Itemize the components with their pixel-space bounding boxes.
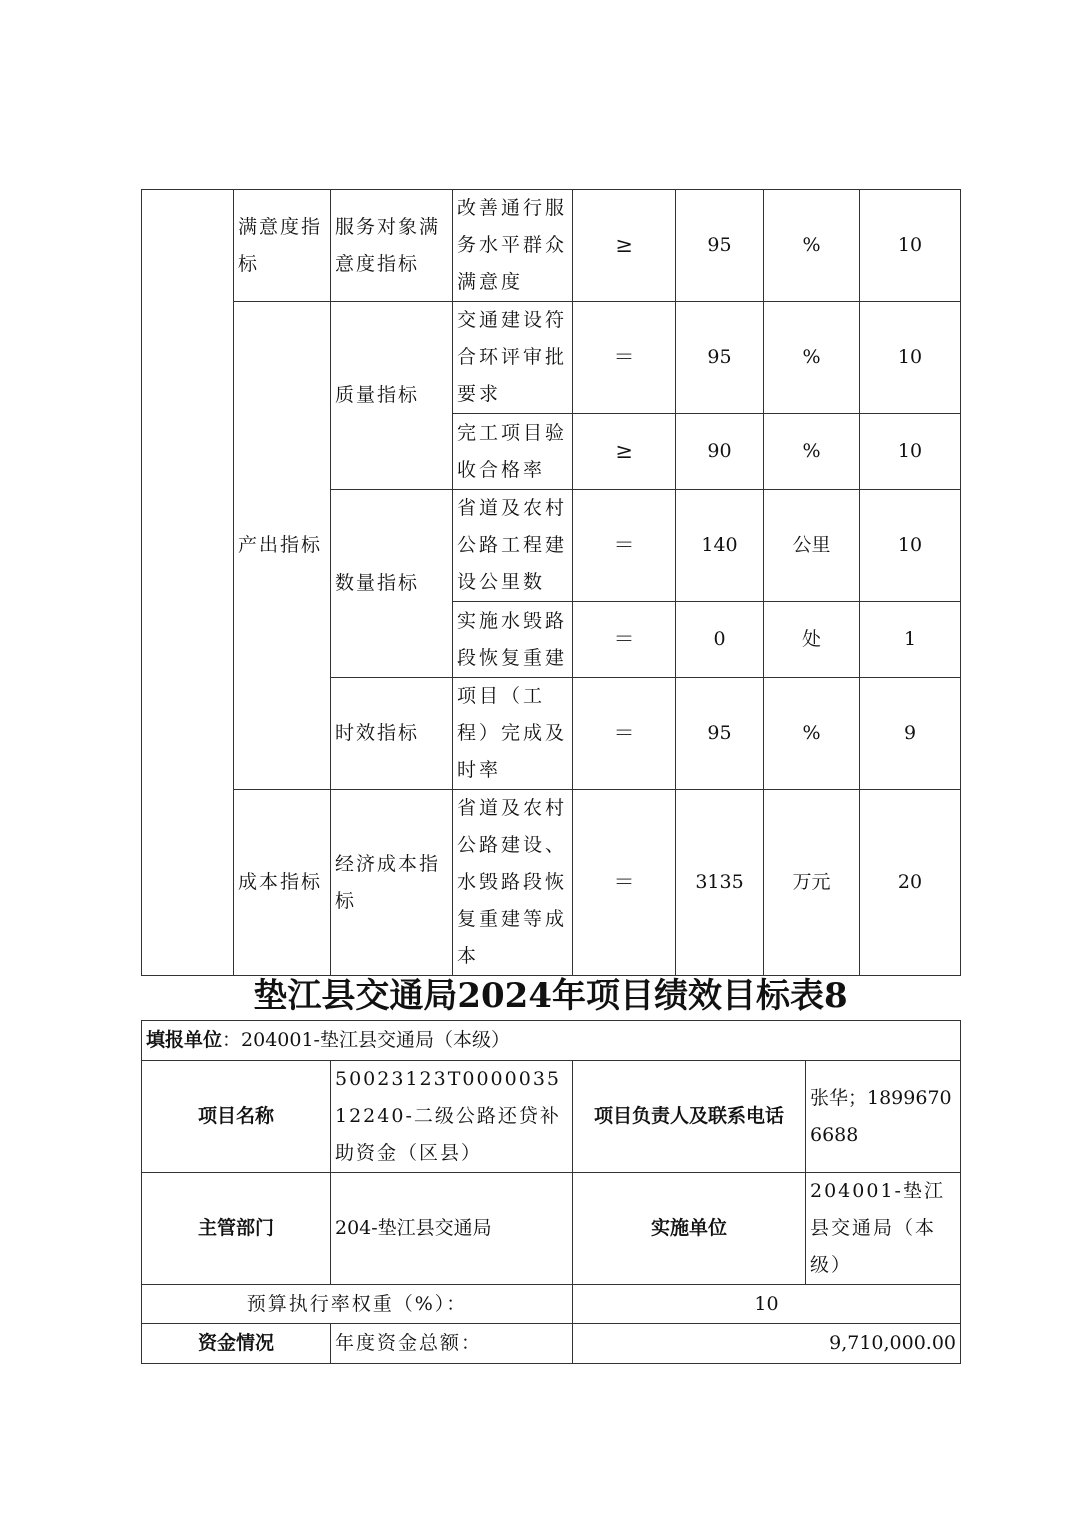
indicator-name: 改善通行服务水平群众满意度 <box>453 190 573 302</box>
weight-cell: 10 <box>860 414 961 490</box>
level3-cell: 质量指标 <box>331 302 453 490</box>
value-cell: 95 <box>676 678 764 790</box>
unit-cell: 公里 <box>764 490 860 602</box>
table-row <box>142 790 961 976</box>
level3-cell: 时效指标 <box>331 678 453 790</box>
weight-cell: 1 <box>860 602 961 678</box>
unit-cell: % <box>764 302 860 414</box>
weight-cell: 20 <box>860 790 961 976</box>
unit-cell: 万元 <box>764 790 860 976</box>
unit-cell: % <box>764 414 860 490</box>
unit-cell: % <box>764 678 860 790</box>
reporting-unit-cell <box>142 1021 961 1061</box>
impl-label: 实施单位 <box>573 1173 806 1285</box>
operator-cell: ＝ <box>573 490 676 602</box>
value-cell: 140 <box>676 490 764 602</box>
level3-cell: 数量指标 <box>331 490 453 678</box>
indicator-name: 完工项目验收合格率 <box>453 414 573 490</box>
value-cell: 95 <box>676 190 764 302</box>
operator-cell: ＝ <box>573 302 676 414</box>
budget-weight-label: 预算执行率权重（%）： <box>142 1285 573 1324</box>
dept-label: 主管部门 <box>142 1173 331 1285</box>
annual-total-label: 年度资金总额： <box>331 1324 573 1364</box>
table-row <box>142 190 961 302</box>
indicator-name: 项目（工程）完成及时率 <box>453 678 573 790</box>
weight-cell: 10 <box>860 302 961 414</box>
reporting-unit-label: 填报单位 <box>146 1029 223 1051</box>
operator-cell: ≥ <box>573 190 676 302</box>
project-name-value: 50023123T000003512240-二级公路还贷补助资金（区县） <box>331 1061 573 1173</box>
operator-cell: ≥ <box>573 414 676 490</box>
operator-cell: ＝ <box>573 602 676 678</box>
level2-cell: 成本指标 <box>234 790 331 976</box>
table-row <box>142 1061 961 1173</box>
level2-cell: 产出指标 <box>234 302 331 790</box>
dept-value: 204-垫江县交通局 <box>331 1173 573 1285</box>
table-row <box>142 1173 961 1285</box>
level3-cell: 服务对象满意度指标 <box>331 190 453 302</box>
table-row <box>142 1324 961 1364</box>
operator-cell: ＝ <box>573 678 676 790</box>
unit-cell: 处 <box>764 602 860 678</box>
annual-total-value: 9,710,000.00 <box>573 1324 961 1364</box>
indicator-name: 省道及农村公路建设、水毁路段恢复重建等成本 <box>453 790 573 976</box>
contact-label: 项目负责人及联系电话 <box>573 1061 806 1173</box>
performance-indicator-table <box>141 189 961 976</box>
indicator-name: 省道及农村公路工程建设公里数 <box>453 490 573 602</box>
table-row <box>142 1021 961 1061</box>
project-info-table <box>141 1020 961 1364</box>
weight-cell: 9 <box>860 678 961 790</box>
value-cell: 90 <box>676 414 764 490</box>
value-cell: 3135 <box>676 790 764 976</box>
level1-cell <box>142 190 234 976</box>
table-row <box>142 302 961 414</box>
unit-cell: % <box>764 190 860 302</box>
table-row <box>142 1285 961 1324</box>
contact-value: 张华；18996706688 <box>806 1061 961 1173</box>
value-cell: 0 <box>676 602 764 678</box>
reporting-unit-value: ：204001-垫江县交通局（本级） <box>222 1029 510 1051</box>
value-cell: 95 <box>676 302 764 414</box>
budget-weight-value: 10 <box>573 1285 961 1324</box>
operator-cell: ＝ <box>573 790 676 976</box>
project-name-label: 项目名称 <box>142 1061 331 1173</box>
indicator-name: 实施水毁路段恢复重建 <box>453 602 573 678</box>
weight-cell: 10 <box>860 190 961 302</box>
level2-cell: 满意度指标 <box>234 190 331 302</box>
funds-label: 资金情况 <box>142 1324 331 1364</box>
impl-value: 204001-垫江县交通局（本级） <box>806 1173 961 1285</box>
indicator-name: 交通建设符合环评审批要求 <box>453 302 573 414</box>
page-title: 垫江县交通局2024年项目绩效目标表8 <box>253 976 848 1016</box>
weight-cell: 10 <box>860 490 961 602</box>
level3-cell: 经济成本指标 <box>331 790 453 976</box>
